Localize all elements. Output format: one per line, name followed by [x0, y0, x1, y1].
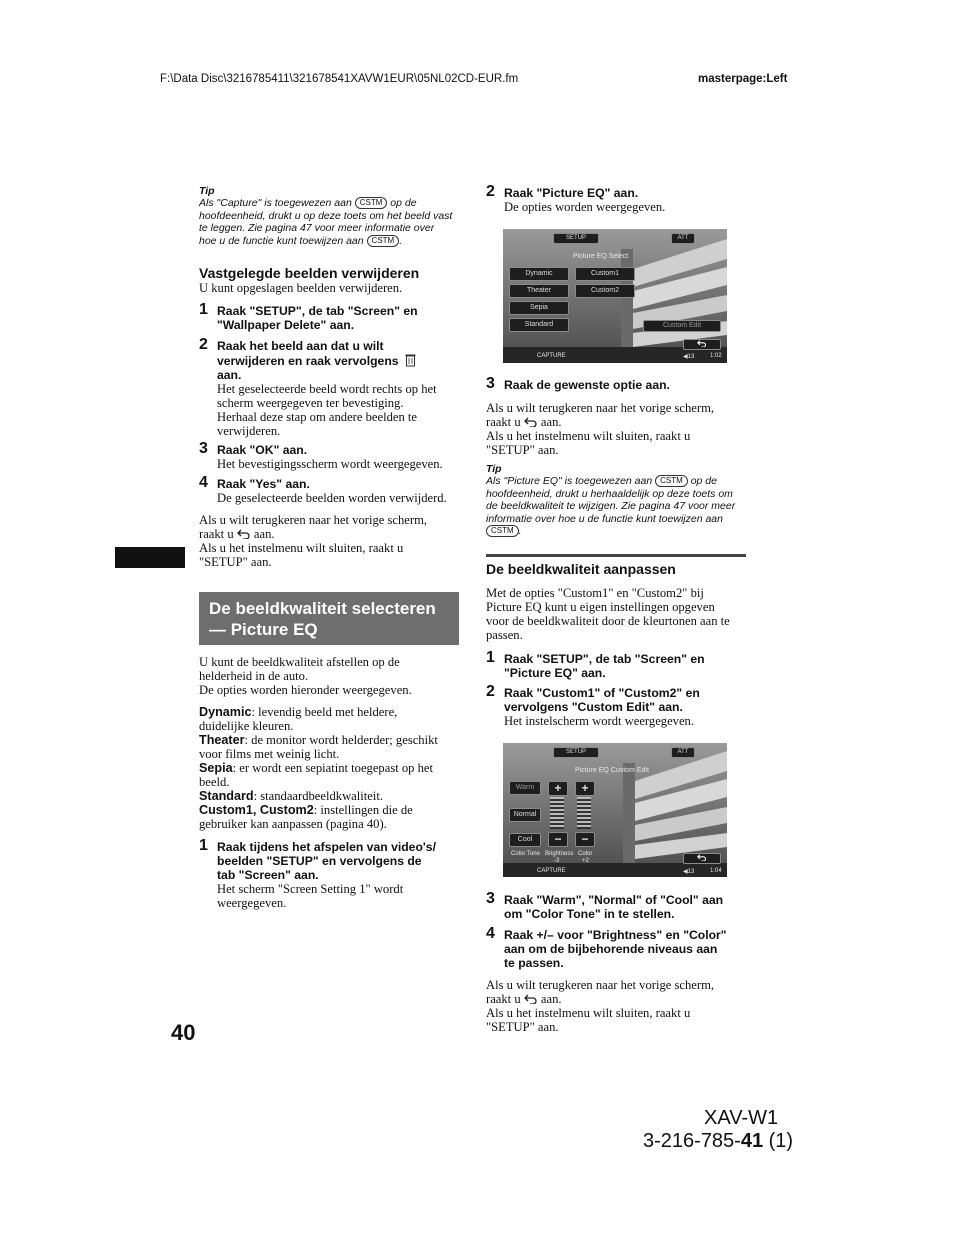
cstm-button-icon: CSTM: [355, 197, 388, 209]
back-button[interactable]: [683, 853, 721, 864]
color-minus-button[interactable]: −: [575, 832, 595, 847]
masterpage-label: masterpage:Left: [698, 73, 788, 85]
color-plus-button[interactable]: +: [575, 781, 595, 796]
delete-step-4: 4 Raak "Yes" aan. De geselecteerde beelden worden verwijderd.: [199, 474, 447, 505]
option-term-sepia: Sepia: [199, 761, 233, 775]
warm-button[interactable]: Warm: [509, 781, 541, 795]
section-intro-adjust: Met de opties "Custom1" en "Custom2" bij Picture EQ kunt u eigen instellingen opgeven voor de beeldkwaliteit door de kleurtonen aan te passen.: [486, 586, 730, 642]
section-title-delete: Vastgelegde beelden verwijderen: [199, 265, 420, 281]
return-note-right-1: Als u wilt terugkeren naar het vorige scherm, raakt u aan. Als u het instelmenu wilt sluiten, raakt u "SETUP" aan.: [486, 401, 715, 457]
option-term-dynamic: Dynamic: [199, 705, 252, 719]
delete-step-3: 3 Raak "OK" aan. Het bevestigingsscherm wordt weergegeven.: [199, 440, 443, 471]
speaker-icon: ◀: [683, 354, 688, 360]
model-name: XAV-W1: [704, 1107, 779, 1129]
file-path: F:\Data Disc\3216785411\321678541XAVW1EUR\05NL02CD-EUR.fm: [160, 73, 519, 85]
setup-tab[interactable]: SETUP: [553, 747, 599, 758]
capture-label[interactable]: CAPTURE: [537, 868, 566, 874]
delete-step-2: 2 Raak het beeld aan dat u wilt verwijderen en raak vervolgens aan. Het geselecteerde beeld wordt rechts op het scherm weergegeven ter bevestiging. Herhaal deze stap om andere beelden te verwijderen.: [199, 336, 437, 438]
adjust-step-3: 3 Raak "Warm", "Normal" of "Cool" aan om "Color Tone" in te stellen.: [486, 890, 724, 921]
screenshot-picture-eq-select: [503, 229, 727, 363]
normal-button[interactable]: Normal: [509, 808, 541, 822]
section-tab-marker: [115, 547, 185, 568]
custom-edit-button[interactable]: Custom Edit: [643, 320, 721, 332]
back-arrow-icon: [697, 854, 707, 861]
section-banner-picture-eq: De beeldkwaliteit selecteren — Picture EQ: [199, 592, 459, 645]
section-title-adjust: De beeldkwaliteit aanpassen: [486, 561, 676, 577]
section-rule: [486, 554, 746, 557]
speaker-icon: ◀: [683, 869, 688, 875]
color-level-bar: [577, 797, 591, 829]
brightness-value: -3: [554, 858, 560, 864]
volume-indicator: ◀13: [683, 354, 695, 360]
option-term-standard: Standard: [199, 789, 254, 803]
back-arrow-icon: [697, 340, 707, 347]
color-value: +2: [582, 858, 589, 864]
picture-eq-options: Dynamic: levendig beeld met heldere, duidelijke kleuren. Theater: de monitor wordt helderder; geschikt voor films met weinig licht. Sepia: er wordt een sepiatint toegepast op het beeld. Standard: standaardbeeldkwaliteit. Custom1, Custom2: instellingen die de gebruiker kan aanpassen (pagina 40).: [199, 705, 438, 831]
tip-capture: Tip Als "Capture" is toegewezen aan CSTM op de hoofdeenheid, drukt u op deze toets om het beeld vast te leggen. Zie pagina 47 voor meer informatie over hoe u de functie kunt toewijzen aan CSTM .: [199, 185, 464, 247]
cstm-button-icon: CSTM: [486, 525, 519, 537]
standard-button[interactable]: Standard: [509, 318, 569, 332]
cstm-button-icon: CSTM: [367, 235, 400, 247]
picture-eq-step-3: 3 Raak de gewenste optie aan.: [486, 375, 670, 392]
part-code: 3-216-785-41 (1): [643, 1130, 794, 1152]
setup-tab[interactable]: SETUP: [553, 233, 599, 244]
back-button[interactable]: [683, 339, 721, 350]
back-arrow-icon: [524, 994, 538, 1004]
custom2-button[interactable]: Custom2: [575, 284, 635, 298]
section-intro-delete: U kunt opgeslagen beelden verwijderen.: [199, 281, 403, 295]
sepia-button[interactable]: Sepia: [509, 301, 569, 315]
tip-picture-eq: Tip Als "Picture EQ" is toegewezen aan CSTM op de hoofdeenheid, drukt u herhaaldelijk op deze toets om de beeldkwaliteit te wijzigen. Zie pagina 47 voor meer informatie over hoe u de functie kunt toewijzen aan CSTM .: [486, 463, 751, 538]
cstm-button-icon: CSTM: [655, 475, 688, 487]
att-button[interactable]: ATT: [671, 233, 695, 244]
att-button[interactable]: ATT: [671, 747, 695, 758]
theater-button[interactable]: Theater: [509, 284, 569, 298]
brightness-plus-button[interactable]: +: [548, 781, 568, 796]
option-term-theater: Theater: [199, 733, 245, 747]
dynamic-button[interactable]: Dynamic: [509, 267, 569, 281]
back-arrow-icon: [237, 529, 251, 539]
delete-step-1: 1 Raak "SETUP", de tab "Screen" en "Wallpaper Delete" aan.: [199, 301, 418, 332]
picture-eq-intro: U kunt de beeldkwaliteit afstellen op de helderheid in de auto. De opties worden hieronder weergegeven.: [199, 655, 412, 697]
adjust-step-4: 4 Raak +/– voor "Brightness" en "Color" aan om de bijbehorende niveaus aan te passen.: [486, 925, 727, 970]
picture-eq-step-2: 2 Raak "Picture EQ" aan. De opties worden weergegeven.: [486, 183, 666, 214]
capture-label[interactable]: CAPTURE: [537, 353, 566, 359]
adjust-step-1: 1 Raak "SETUP", de tab "Screen" en "Picture EQ" aan.: [486, 649, 705, 680]
tip-label: Tip: [486, 463, 502, 475]
custom1-button[interactable]: Custom1: [575, 267, 635, 281]
brightness-minus-button[interactable]: −: [548, 832, 568, 847]
return-note-left: Als u wilt terugkeren naar het vorige scherm, raakt u aan. Als u het instelmenu wilt sluiten, raakt u "SETUP" aan.: [199, 513, 428, 569]
option-term-custom: Custom1, Custom2: [199, 803, 314, 817]
color-tone-label: Color Tone: [511, 851, 540, 857]
back-arrow-icon: [524, 417, 538, 427]
volume-indicator: ◀13: [683, 869, 695, 875]
page-number: 40: [171, 1020, 196, 1045]
cool-button[interactable]: Cool: [509, 833, 541, 847]
picture-eq-step-1: 1 Raak tijdens het afspelen van video's/ beelden "SETUP" en vervolgens de tab "Screen" aan. Het scherm "Screen Setting 1" wordt weergegeven.: [199, 837, 436, 910]
return-note-right-2: Als u wilt terugkeren naar het vorige scherm, raakt u aan. Als u het instelmenu wilt sluiten, raakt u "SETUP" aan.: [486, 978, 715, 1034]
brightness-label: Brightness: [545, 851, 574, 857]
screen-title: Picture EQ Custom Edit: [575, 767, 649, 774]
screenshot-picture-eq-custom-edit: [503, 743, 727, 877]
brightness-level-bar: [550, 797, 564, 829]
clock: 1:04: [710, 868, 722, 874]
tip-label: Tip: [199, 185, 215, 197]
screen-title: Picture EQ Select: [573, 253, 629, 260]
clock: 1:02: [710, 353, 722, 359]
trash-icon: [405, 353, 416, 367]
color-label: Color: [578, 851, 593, 857]
adjust-step-2: 2 Raak "Custom1" of "Custom2" en vervolgens "Custom Edit" aan. Het instelscherm wordt weergegeven.: [486, 683, 700, 728]
